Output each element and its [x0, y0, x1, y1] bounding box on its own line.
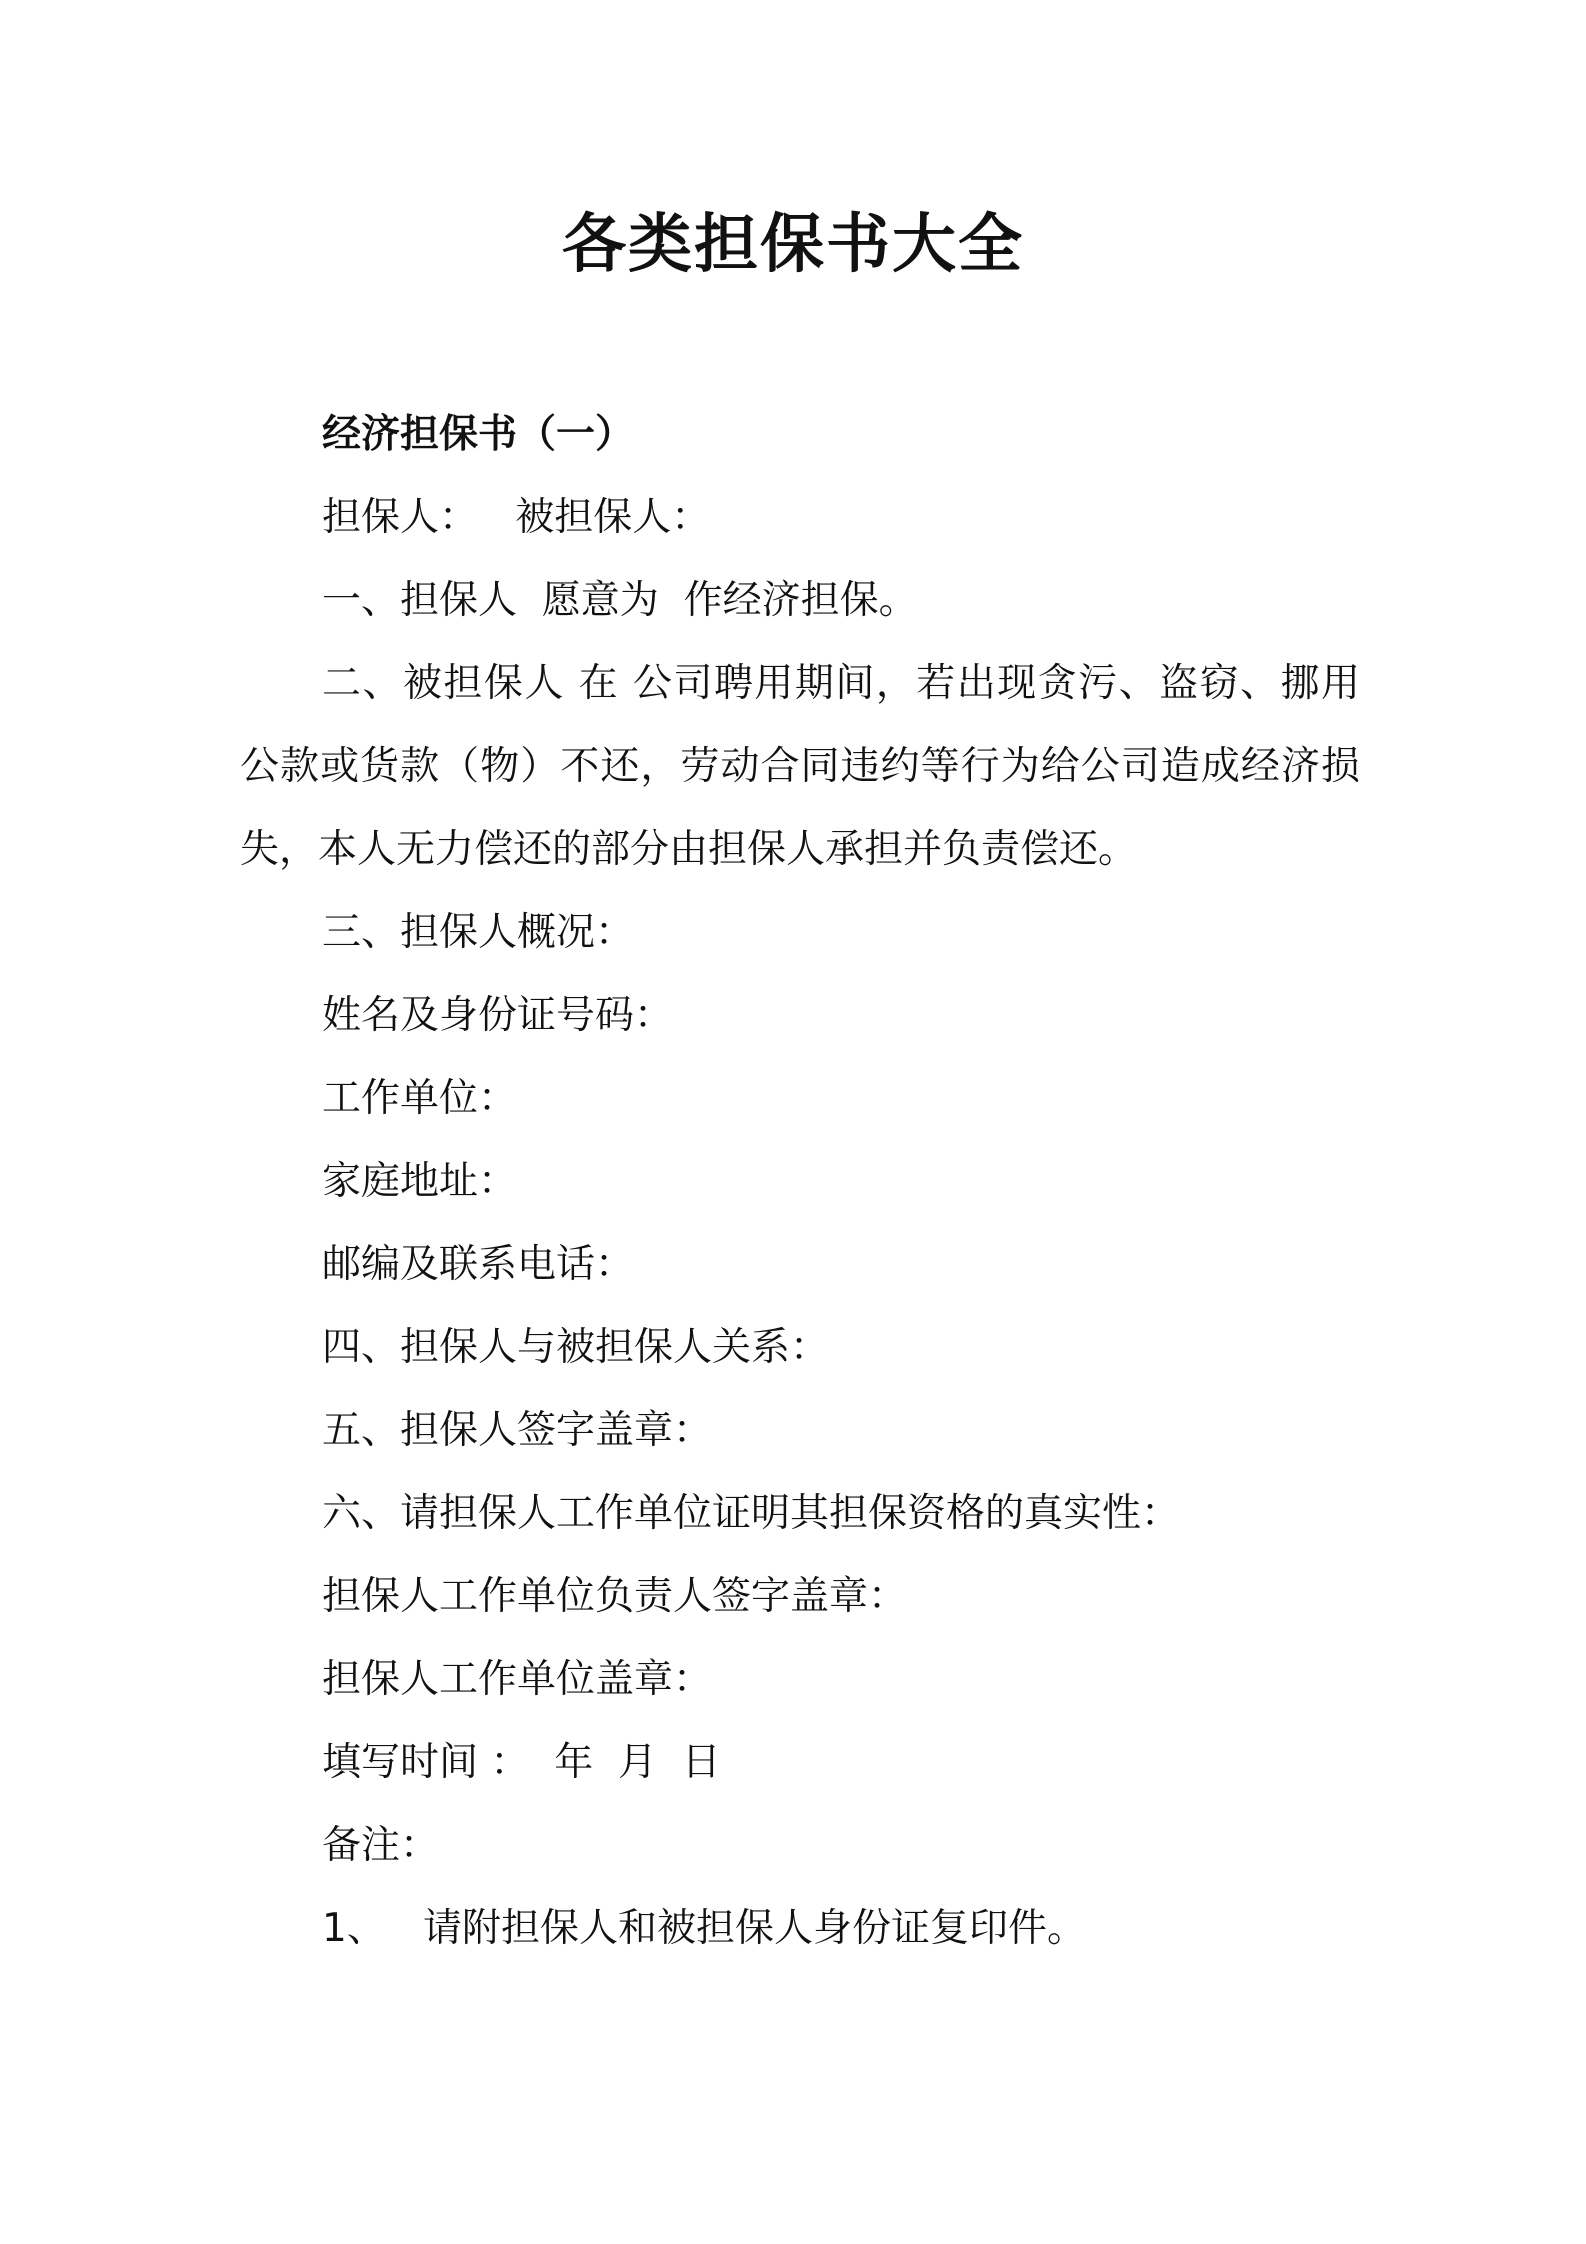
field-postcode-phone: 邮编及联系电话：: [322, 1242, 635, 1287]
field-fill-date: 填写时间 ： 年 月 日: [322, 1740, 721, 1785]
clause-six: 六、请担保人工作单位证明其担保资格的真实性：: [322, 1491, 1181, 1536]
field-workplace-seal: 担保人工作单位盖章：: [322, 1657, 713, 1702]
clause-three: 三、担保人概况：: [322, 910, 635, 955]
section-title: 经济担保书（一）: [322, 412, 635, 457]
clause-two-paragraph: 二、被担保人 在 公司聘用期间，若出现贪污、盗窃、挪用公款或货款（物）不还，劳动合同违约等行为给公司造成经济损失，本人无力偿还的部分由担保人承担并负责偿还。: [240, 661, 1360, 872]
clause-one: 一、担保人 愿意为 作经济担保。: [322, 578, 918, 623]
document-body: [240, 393, 1360, 1970]
field-workplace: 工作单位：: [322, 1076, 518, 1121]
guarantor-parties-line: 担保人： 被担保人：: [322, 495, 711, 540]
field-home-address: 家庭地址：: [322, 1159, 518, 1204]
clause-five: 五、担保人签字盖章：: [322, 1408, 713, 1453]
remark-item-1: 1、 请附担保人和被担保人身份证复印件。: [322, 1906, 1087, 1951]
document-title: 各类担保书大全: [562, 208, 1024, 282]
remarks-label: 备注：: [322, 1823, 440, 1868]
field-name-id: 姓名及身份证号码：: [322, 993, 674, 1038]
field-workplace-leader-signature: 担保人工作单位负责人签字盖章：: [322, 1574, 908, 1619]
clause-four: 四、担保人与被担保人关系：: [322, 1325, 830, 1370]
